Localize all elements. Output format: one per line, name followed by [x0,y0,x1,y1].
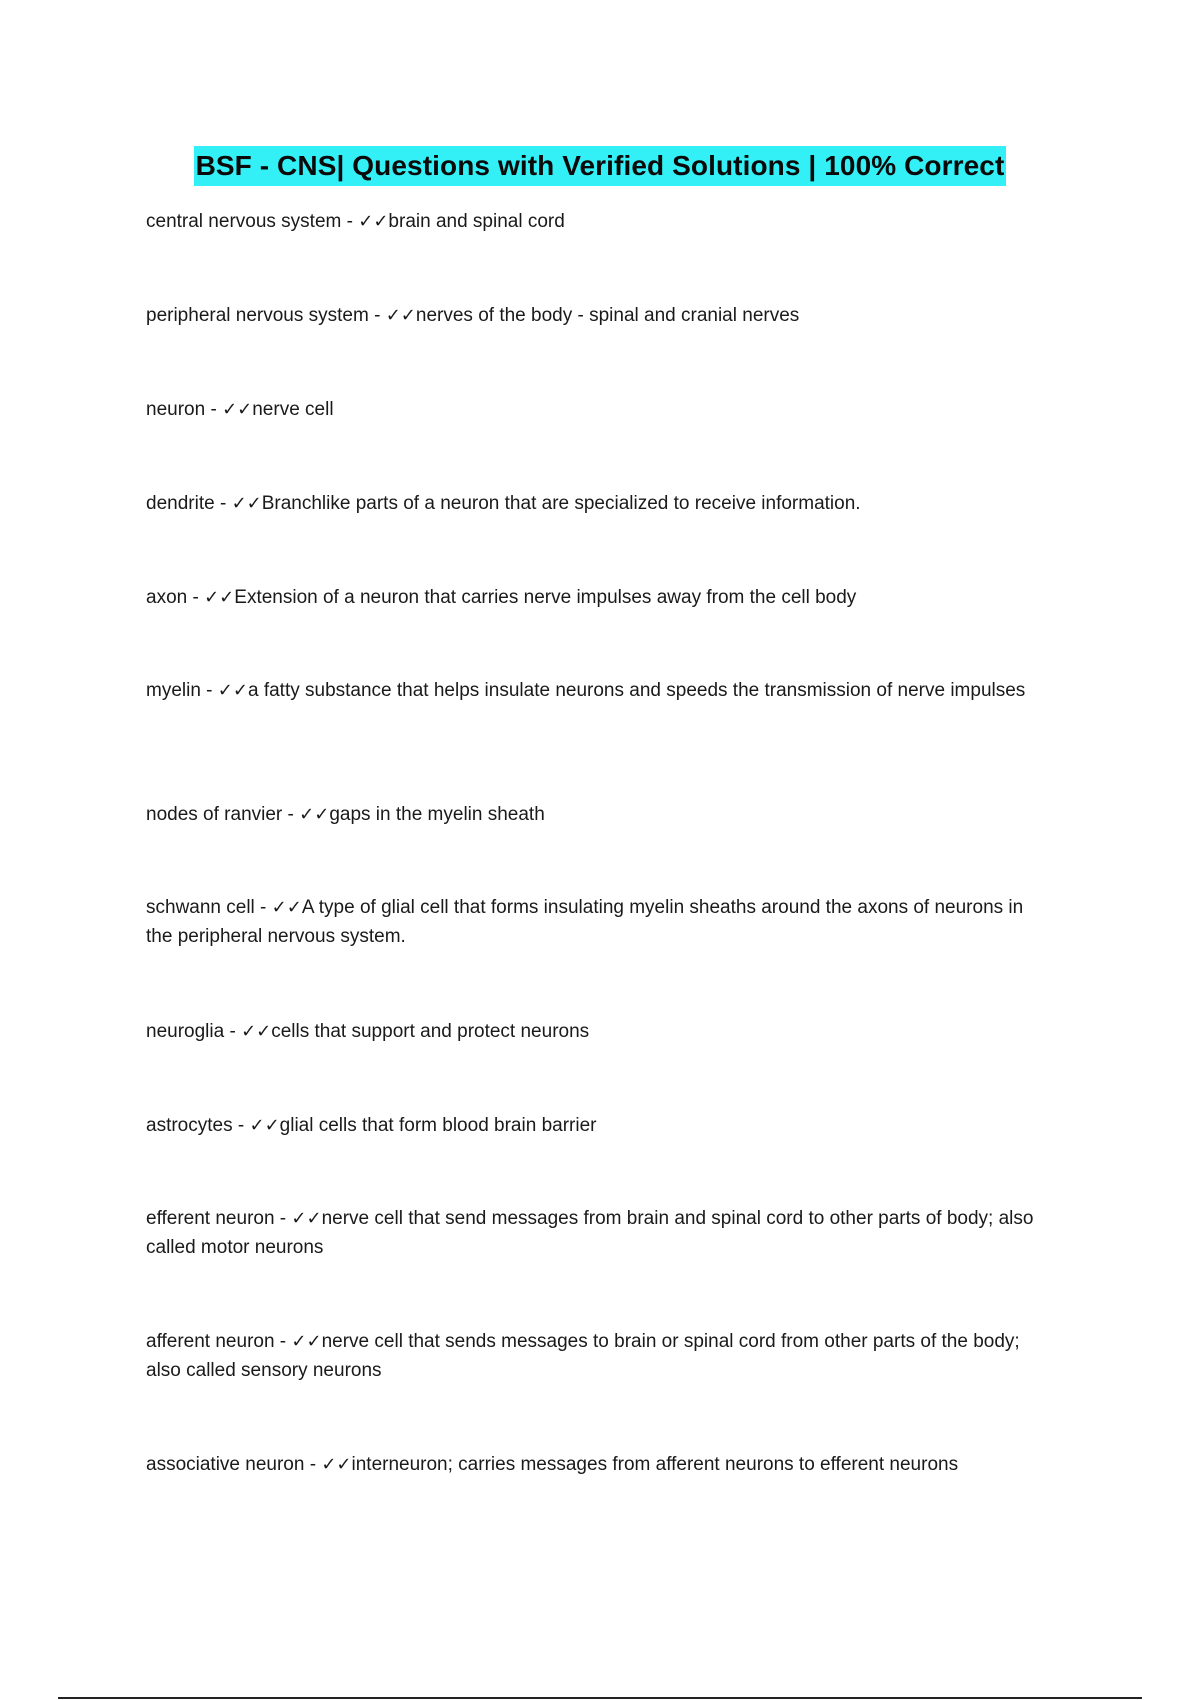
qa-entry [146,489,1046,518]
qa-term: axon [146,587,188,608]
qa-definition: A type of glial cell that forms insulating myelin sheaths around the axons of neurons in the peripheral nervous system. [146,897,1024,947]
qa-separator: - [368,305,386,326]
double-check-icon: ✓✓ [249,1115,280,1136]
footer-divider [58,1697,1142,1699]
qa-term: efferent neuron [146,1208,275,1229]
qa-separator: - [224,1021,242,1042]
qa-definition: interneuron; carries messages from afferent neurons to efferent neurons [351,1454,959,1475]
qa-definition: Extension of a neuron that carries nerve impulses away from the cell body [234,587,857,608]
qa-entry [146,1327,1046,1385]
qa-separator: - [214,493,232,514]
double-check-icon: ✓✓ [204,587,235,608]
qa-definition: nerve cell that send messages from brain and spinal cord to other parts of body; also called motor neurons [146,1208,1034,1258]
qa-separator: - [232,1115,250,1136]
qa-term: peripheral nervous system [146,305,369,326]
double-check-icon: ✓✓ [385,305,416,326]
qa-term: astrocytes [146,1115,233,1136]
double-check-icon: ✓✓ [358,211,389,232]
double-check-icon: ✓✓ [271,897,302,918]
qa-definition: a fatty substance that helps insulate neurons and speeds the transmission of nerve impulses [247,680,1026,701]
double-check-icon: ✓✓ [299,804,330,825]
qa-term: myelin [146,680,201,701]
qa-definition: nerves of the body - spinal and cranial nerves [415,305,800,326]
double-check-icon: ✓✓ [291,1331,322,1352]
qa-definition: gaps in the myelin sheath [329,804,545,825]
qa-definition: nerve cell [252,399,334,420]
double-check-icon: ✓✓ [291,1208,322,1229]
qa-definition: Branchlike parts of a neuron that are specialized to receive information. [261,493,861,514]
double-check-icon: ✓✓ [231,493,262,514]
qa-entry [146,301,1046,330]
qa-separator: - [200,680,218,701]
qa-entry [146,893,1046,951]
qa-term: neuron [146,399,206,420]
qa-entry [146,1017,1046,1046]
qa-term: associative neuron [146,1454,305,1475]
qa-definition: brain and spinal cord [388,211,565,232]
qa-separator: - [282,804,300,825]
double-check-icon: ✓✓ [222,399,253,420]
qa-entry [146,1450,1046,1479]
qa-entry [146,1111,1046,1140]
qa-entry [146,676,1046,705]
double-check-icon: ✓✓ [321,1454,352,1475]
qa-separator: - [274,1331,292,1352]
title-block [0,146,1200,186]
qa-entry [146,1204,1046,1262]
qa-separator: - [274,1208,292,1229]
page-title: BSF - CNS| Questions with Verified Solutions | 100% Correct [194,146,1007,186]
qa-entry [146,583,1046,612]
qa-definition: glial cells that form blood brain barrier [279,1115,597,1136]
qa-separator: - [341,211,359,232]
qa-separator: - [304,1454,322,1475]
qa-separator: - [205,399,223,420]
qa-term: central nervous system [146,211,342,232]
qa-term: schwann cell [146,897,255,918]
qa-definition: cells that support and protect neurons [271,1021,590,1042]
qa-definition: nerve cell that sends messages to brain or spinal cord from other parts of the body; also called sensory neurons [146,1331,1020,1381]
qa-term: dendrite [146,493,215,514]
double-check-icon: ✓✓ [217,680,248,701]
qa-term: neuroglia [146,1021,225,1042]
qa-term: afferent neuron [146,1331,275,1352]
qa-entry [146,395,1046,424]
qa-term: nodes of ranvier [146,804,283,825]
qa-separator: - [254,897,272,918]
double-check-icon: ✓✓ [241,1021,272,1042]
qa-entry [146,800,1046,829]
qa-separator: - [187,587,205,608]
qa-entry [146,207,1046,236]
